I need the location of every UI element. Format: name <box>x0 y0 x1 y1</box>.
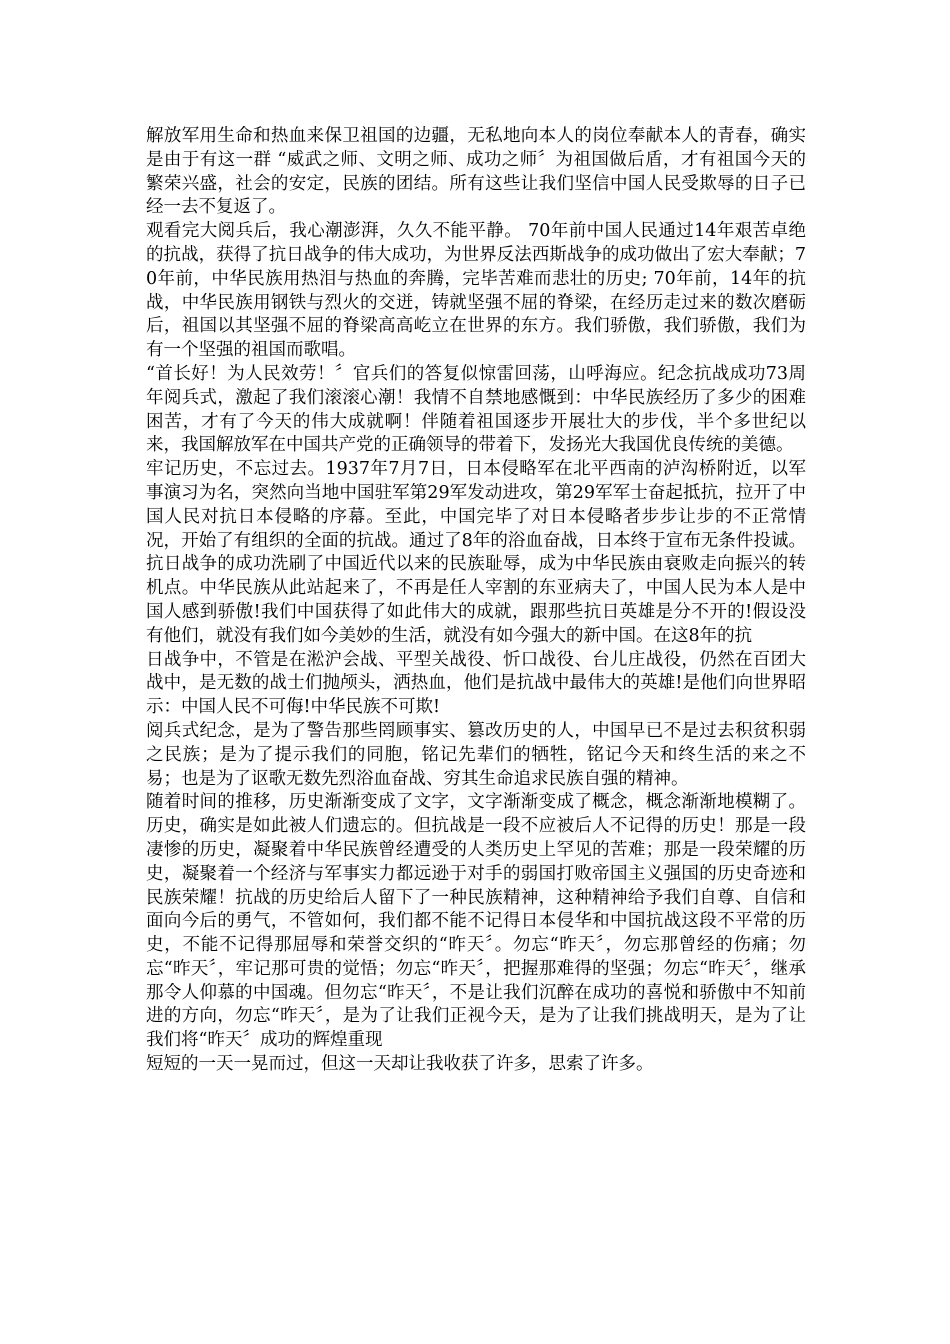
document-body <box>146 125 806 1077</box>
paragraph: 短短的一天一晃而过，但这一天却让我收获了许多，思索了许多。 <box>146 1054 654 1075</box>
paragraph: 牢记历史，不忘过去。1937年7月7日，日本侵略军在北平西南的泸沟桥附近，以军事演习为名，突然向当地中国驻军第29军发动进攻，第29军军士奋起抵抗，拉开了中国人民对抗日本侵略的序幕。至此，中国完毕了对日本侵略者步步让步的不正常情况，开始了有组织的全面的抗战。通过了8年的浴血奋战，日本终于宣布无条件投诚。抗日战争的成功洗刷了中国近代以来的民族耻辱，成为中华民族由衰败走向振兴的转机点。中华民族从此站起来了，不再是任人宰割的东亚病夫了，中国人民为本人是中国人感到骄傲!我们中国获得了如此伟大的成就，跟那些抗日英雄是分不开的!假设没有他们，就没有我们如今美妙的生活，就没有如今强大的新中国。在这8年的抗 <box>146 459 806 646</box>
paragraph: 随着时间的推移，历史渐渐变成了文字，文字渐渐变成了概念，概念渐渐地模糊了。历史，确实是如此被人们遗忘的。但抗战是一段不应被后人不记得的历史！那是一段凄惨的历史，凝聚着中华民族曾经遭受的人类历史上罕见的苦难；那是一段荣耀的历史，凝聚着一个经济与军事实力都远逊于对手的弱国打败帝国主义强国的历史奇迹和民族荣耀！抗战的历史给后人留下了一种民族精神，这种精神给予我们自尊、自信和面向今后的勇气，不管如何，我们都不能不记得日本侵华和中国抗战这段不平常的历史，不能不记得那屈辱和荣誉交织的“昨天〞。勿忘“昨天〞，勿忘那曾经的伤痛；勿忘“昨天〞，牢记那可贵的觉悟；勿忘“昨天〞，把握那难得的坚强；勿忘“昨天〞，继承那令人仰慕的中国魂。但勿忘“昨天〞，不是让我们沉醉在成功的喜悦和骄傲中不知前进的方向，勿忘“昨天〞，是为了让我们正视今天，是为了让我们挑战明天，是为了让我们将“昨天〞成功的辉煌重现 <box>146 792 806 1051</box>
paragraph: 解放军用生命和热血来保卫祖国的边疆，无私地向本人的岗位奉献本人的青春，确实是由于有这一群 “威武之师、文明之师、成功之师〞为祖国做后盾，才有祖国今天的繁荣兴盛，社会的安定，民族的团结。所有这些让我们坚信中国人民受欺辱的日子已经一去不复返了。 <box>146 126 806 218</box>
paragraph: 日战争中，不管是在淞沪会战、平型关战役、忻口战役、台儿庄战役，仍然在百团大战中，是无数的战士们抛颅头，洒热血，他们是抗战中最伟大的英雄!是他们向世界昭示：中国人民不可侮!中华民族不可欺! <box>146 649 806 718</box>
paragraph: 阅兵式纪念，是为了警告那些罔顾事实、篡改历史的人，中国早已不是过去积贫积弱之民族；是为了提示我们的同胞，铭记先辈们的牺牲，铭记今天和终生活的来之不易；也是为了讴歌无数先烈浴血奋战、穷其生命追求民族自强的精神。 <box>146 720 806 789</box>
paragraph: “首长好！为人民效劳！〞官兵们的答复似惊雷回荡，山呼海应。纪念抗战成功73周年阅兵式，激起了我们滚滚心潮！我情不自禁地感慨到：中华民族经历了多少的困难困苦，才有了今天的伟大成就啊！伴随着祖国逐步开展壮大的步伐，半个多世纪以来，我国解放军在中国共产党的正确领导的带着下，发扬光大我国优良传统的美德。 <box>146 363 806 456</box>
paragraph: 观看完大阅兵后，我心潮澎湃，久久不能平静。 70年前中国人民通过14年艰苦卓绝的抗战，获得了抗日战争的伟大成功，为世界反法西斯战争的成功做出了宏大奉献；70年前，中华民族用热泪与热血的奔腾，完毕苦难而悲壮的历史; 70年前，14年的抗战，中华民族用钢铁与烈火的交迸，铸就坚强不屈的脊梁，在经历走过来的数次磨砺后，祖国以其坚强不屈的脊梁高高屹立在世界的东方。我们骄傲，我们骄傲，我们为有一个坚强的祖国而歌唱。 <box>146 221 806 361</box>
